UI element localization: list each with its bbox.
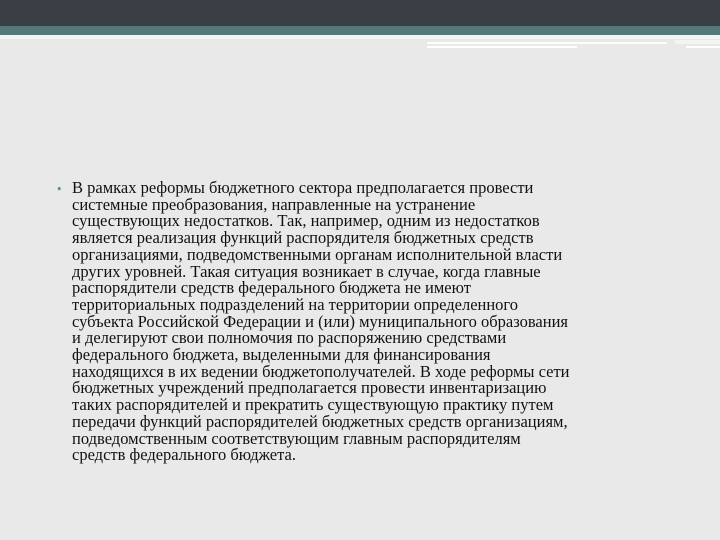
header-bar-light: [0, 35, 720, 39]
slide-content: [56, 180, 686, 464]
header-bar-teal: [0, 26, 720, 35]
bullet-item: [56, 180, 686, 464]
bullet-icon: •: [56, 183, 63, 196]
decorative-line: [427, 42, 667, 44]
decorative-line: [427, 46, 577, 48]
decorative-line: [675, 40, 720, 44]
decorative-line: [686, 46, 720, 48]
header-bar-dark: [0, 0, 720, 26]
body-paragraph: В рамках реформы бюджетного сектора предполагается провести системные преобразования, направленные на устранение существующих недостатков. Так, например, одним из недостатков является реализация функций распорядителя бюджетных средств организациями, подведомственными органам исполнительной власти других уровней. Такая ситуация возникает в случае, когда главные распорядители средств федерального бюджета не имеют территориальных подразделений на территории определенного субъекта Российской Федерации и (или) муниципального образования и делегируют свои полномочия по распоряжению средствами федерального бюджета, выделенными для финансирования находящихся в их ведении бюджетополучателей. В ходе реформы сети бюджетных учреждений предполагается провести инвентаризацию таких распорядителей и прекратить существующую практику путем передачи функций распорядителей бюджетных средств организациям, подведомственным соответствующим главным распорядителям средств федерального бюджета.: [72, 178, 570, 465]
